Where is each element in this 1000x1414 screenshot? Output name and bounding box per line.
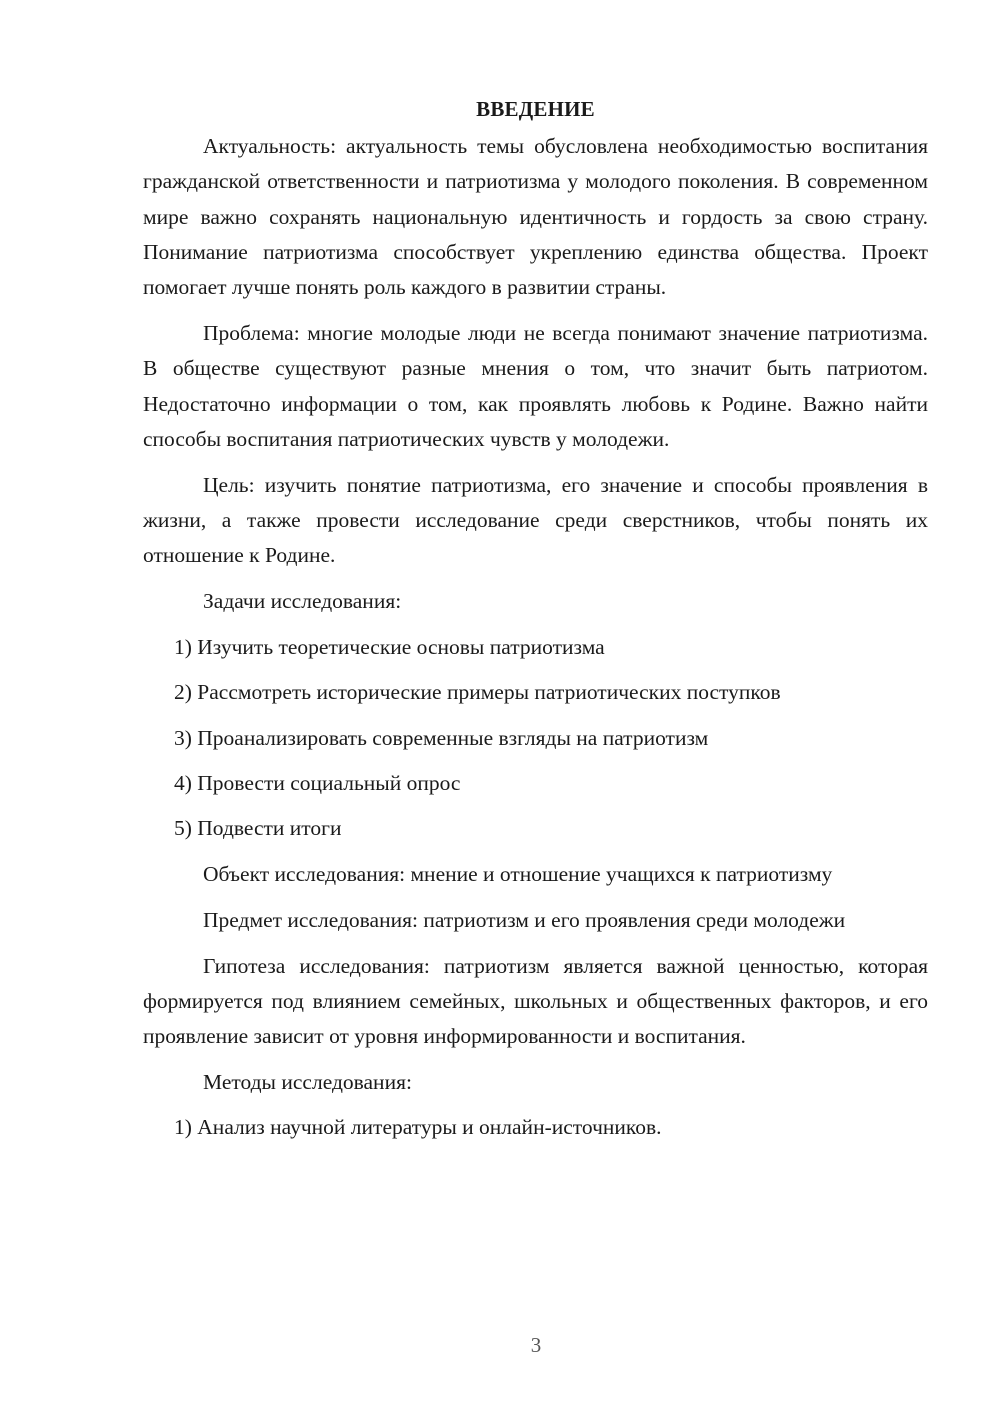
task-item-4: 4) Провести социальный опрос xyxy=(174,771,461,795)
object-paragraph: Объект исследования: мнение и отношение учащихся к патриотизму xyxy=(203,861,833,886)
document-page xyxy=(143,92,928,1156)
task-item-1: 1) Изучить теоретические основы патриотизма xyxy=(174,634,605,659)
section-title: ВВЕДЕНИЕ xyxy=(476,97,595,121)
task-item-3: 3) Проанализировать современные взгляды на патриотизм xyxy=(174,725,709,750)
goal-paragraph: Цель: изучить понятие патриотизма, его значение и способы проявления в жизни, а также провести исследование среди сверстников, чтобы понять их отношение к Родине. xyxy=(143,472,928,568)
task-item-2: 2) Рассмотреть исторические примеры патриотических поступков xyxy=(174,680,781,705)
hypothesis-paragraph: Гипотеза исследования: патриотизм является важной ценностью, которая формируется под влиянием семейных, школьных и общественных факторов, и его проявление зависит от уровня информированности и воспитания. xyxy=(143,953,928,1049)
problem-paragraph: Проблема: многие молодые люди не всегда понимают значение патриотизма. В обществе существуют разные мнения о том, что значит быть патриотом. Недостаточно информации о том, как проявлять любовь к Родине. Важно найти способы воспитания патриотических чувств у молодежи. xyxy=(143,320,928,451)
method-item-1: 1) Анализ научной литературы и онлайн-источников. xyxy=(174,1115,662,1140)
tasks-heading: Задачи исследования: xyxy=(203,589,402,614)
page-number: 3 xyxy=(530,1333,542,1357)
relevance-paragraph: Актуальность: актуальность темы обусловлена необходимостью воспитания гражданской ответственности и патриотизма у молодого поколения. В современном мире важно сохранять национальную идентичность и гордость за свою страну. Понимание патриотизма способствует укреплению единства общества. Проект помогает лучше понять роль каждого в развитии страны. xyxy=(143,134,928,300)
subject-paragraph: Предмет исследования: патриотизм и его проявления среди молодежи xyxy=(203,907,846,932)
methods-heading: Методы исследования: xyxy=(203,1069,412,1094)
task-item-5: 5) Подвести итоги xyxy=(174,816,342,841)
